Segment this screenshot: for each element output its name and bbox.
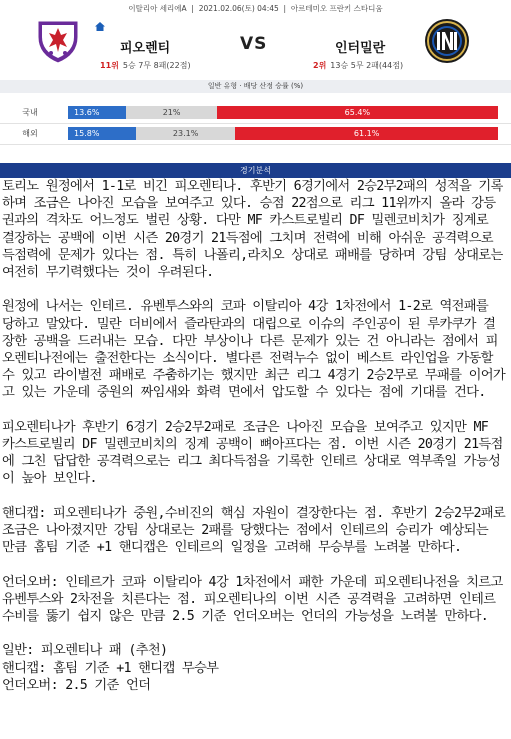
analysis-body xyxy=(2,178,507,694)
stat-divider xyxy=(0,144,511,145)
stats-header: 일반 유형 · 배당 산정 승률 (%) xyxy=(0,80,511,93)
away-record xyxy=(313,60,403,71)
analysis-paragraph: 원정에 나서는 인테르. 유벤투스와의 코파 이탈리아 4강 1차전에서 1-2로 역전패를 당하고 말았다. 밀란 더비에서 즐라탄과의 대립으로 이슈의 주인공이 된 루카쿠가 결장한 공백을 드러내는 모습. 다만 부상이나 다른 문제가 있는 건 아니라는 점에서 피오렌티나전에는 출전한다는 소식이다. 별다른 전력누수 없이 베스트 라인업을 가동할 수 있고 라이벌전 패배로 주춤하기는 했지만 최근 리그 4경기 2승2무로 무패를 이어가고 있는 가운데 중원의 짜임새와 화력 면에서 압도할 수 있다는 점에 기대를 건다. xyxy=(2,299,506,401)
stat-row-label: 국내 xyxy=(22,108,38,117)
win-segment: 13.6% xyxy=(68,106,126,119)
loss-segment: 65.4% xyxy=(217,106,498,119)
analysis-paragraph: 핸디캡: 피오렌티나가 중원,수비진의 핵심 자원이 결장한다는 점. 후반기 2승2무2패로 조금은 나아졌지만 강팀 상대로는 2패를 당했다는 점에서 인테르의 승리가 예상되는 만큼 홈팀 기준 +1 핸디캡은 인테르의 일정을 고려해 무승부를 노려볼 만하다. xyxy=(2,505,506,556)
match-datetime: 2021.02.06(토) 04:45 xyxy=(198,4,279,13)
loss-segment: 61.1% xyxy=(235,127,498,140)
stat-row-label: 해외 xyxy=(22,129,38,138)
summary-line: 언더오버: 2.5 기준 언더 xyxy=(2,677,151,693)
stat-row-domestic xyxy=(0,102,511,123)
home-team-name: 피오렌티 xyxy=(120,41,171,56)
away-rank: 2위 xyxy=(313,61,327,70)
home-record-text: 5승 7무 8패(22점) xyxy=(122,61,191,70)
vs-label: VS xyxy=(240,34,268,54)
away-record-text: 13승 5무 2패(44점) xyxy=(330,61,404,70)
league-name: 이탈리아 세리에A xyxy=(128,4,187,13)
inter-crest-icon xyxy=(423,17,471,65)
odds-bar xyxy=(68,106,498,119)
win-segment: 15.8% xyxy=(68,127,136,140)
analysis-paragraph: 피오렌티나가 후반기 6경기 2승2무2패로 조금은 나아진 모습을 보여주고 있지만 MF 카스트로빌리 DF 밀렌코비치의 징계 공백이 뼈아프다는 점. 이번 시즌 20경기 21득점에 그친 답답한 공격력으로는 리그 최다득점을 기록한 인테르 상대로 역부족일 가능성이 높아 보인다. xyxy=(2,419,503,487)
summary-line: 핸디캡: 홈팀 기준 +1 핸디캡 무승부 xyxy=(2,660,219,676)
venue-name: 아르테미오 프란키 스타디움 xyxy=(290,4,383,13)
analysis-header: 경기분석 xyxy=(0,163,511,178)
draw-segment: 21% xyxy=(126,106,216,119)
analysis-paragraph: 언더오버: 인테르가 코파 이탈리아 4강 1차전에서 패한 가운데 피오렌티나전을 치르고 유벤투스와 2차전을 치른다는 점. 피오렌티나의 이번 시즌 공격력을 고려하면 인테르 수비를 뚫기 쉽지 않은 만큼 2.5 기준 언더오버는 언더의 가능성을 노려볼 만하다. xyxy=(2,574,503,625)
home-record xyxy=(100,60,191,71)
home-icon xyxy=(95,22,105,31)
draw-segment: 23.1% xyxy=(136,127,235,140)
analysis-paragraph: 토리노 원정에서 1-1로 비긴 피오렌티나. 후반기 6경기에서 2승2무2패의 성적을 기록하며 조금은 나아진 모습을 보여주고 있다. 승점 22점으로 리그 11위까지 올라 강등권과의 격차도 어느정도 벌린 상황. 다만 MF 카스트로빌리 DF 밀렌코비치가 징계로 결장하는 공백에 이번 시즌 20경기 21득점에 그치며 전력에 비해 아쉬운 공격력으로 득점력에 문제가 있다는 점. 특히 나폴리,라치오 상대로 패배를 당하며 강팀 상대로는 여전히 무기력했다는 것이 우려된다. xyxy=(2,179,503,281)
stat-row-overseas xyxy=(0,123,511,144)
fiorentina-crest-icon xyxy=(34,17,82,65)
summary-line: 일반: 피오렌티나 패 (추천) xyxy=(2,643,168,659)
match-info-line: 이탈리아 세리에A | 2021.02.06(토) 04:45 | 아르테미오 프란키 스타디움 xyxy=(128,4,383,13)
away-team-name: 인터밀란 xyxy=(335,41,386,56)
home-rank: 11위 xyxy=(100,61,119,70)
prediction-summary xyxy=(2,642,507,694)
odds-bar xyxy=(68,127,498,140)
